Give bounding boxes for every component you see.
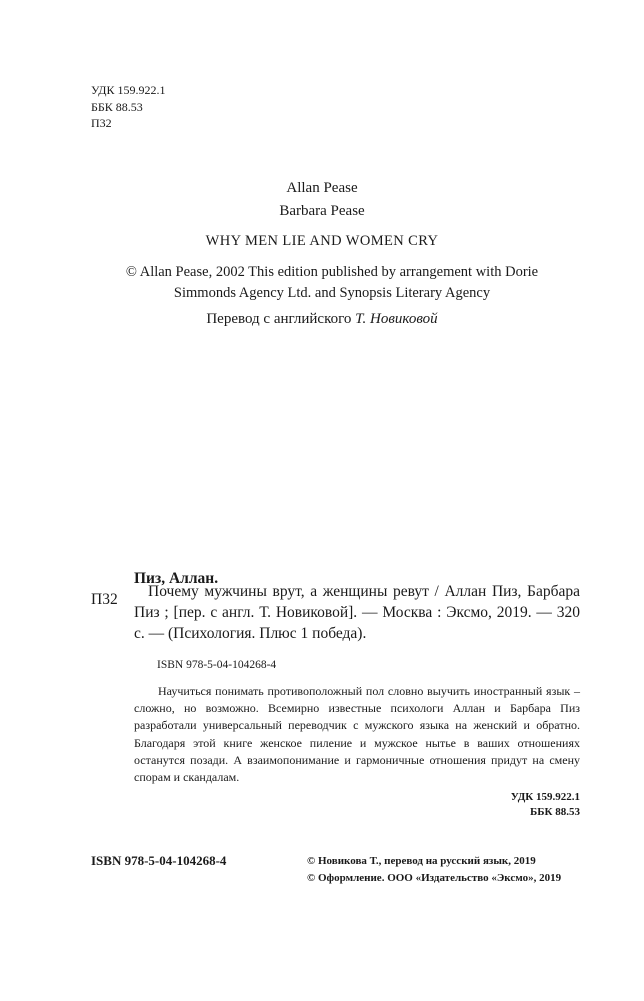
copyright-design: © Оформление. ООО «Издательство «Эксмо», 2019 [307, 872, 562, 884]
annotation-text: Научиться понимать противоположный пол словно выучить иностранный язык – сложно, но возможно. Всемирно известные психологи Аллан и Барбара Пиз разработали универсальный переводчик с мужского языка на женский и обратно. Благодаря этой книге женское пиление и мужское нытье в ваших отношениях останутся позади. А взаимопонимание и гармоничные отношения придут на смену спорам и скандалам. [134, 684, 580, 785]
translation-label: Перевод с английского [206, 311, 352, 327]
author-name-2: Barbara Pease [279, 203, 365, 219]
record-bbk: ББК 88.53 [529, 806, 580, 818]
record-description: Почему мужчины врут, а женщины ревут / Аллан Пиз, Барбара Пиз ; [пер. с англ. Т. Новиковой]. — Москва : Эксмо, 2019. — 320 с. — (Психология. Плюс 1 победа). [134, 583, 580, 642]
copyright-translation: © Новикова Т., перевод на русский язык, 2019 [307, 855, 536, 867]
record-udk: УДК 159.922.1 [510, 791, 580, 803]
record-codes [462, 790, 580, 820]
record-code: П32 [91, 591, 118, 608]
copyright-notice: © Allan Pease, 2002 This edition published by arrangement with Dorie Simmonds Agency Ltd. and Synopsis Literary Agency [125, 264, 539, 301]
record-isbn: ISBN 978-5-04-104268-4 [157, 659, 277, 671]
classification-codes [91, 82, 165, 132]
translation-credit [0, 311, 644, 328]
record-author-heading: Пиз, Аллан. [134, 570, 219, 587]
bbk-code: ББК 88.53 [91, 99, 143, 114]
author-name-1: Allan Pease [286, 180, 358, 196]
translator-name: Т. Новиковой [355, 311, 438, 327]
isbn-main: ISBN 978-5-04-104268-4 [91, 853, 227, 868]
original-title: WHY MEN LIE AND WOMEN CRY [205, 233, 439, 249]
udk-code: УДК 159.922.1 [91, 83, 166, 97]
footer-copyrights [307, 853, 561, 887]
author-mark: П32 [91, 116, 112, 130]
